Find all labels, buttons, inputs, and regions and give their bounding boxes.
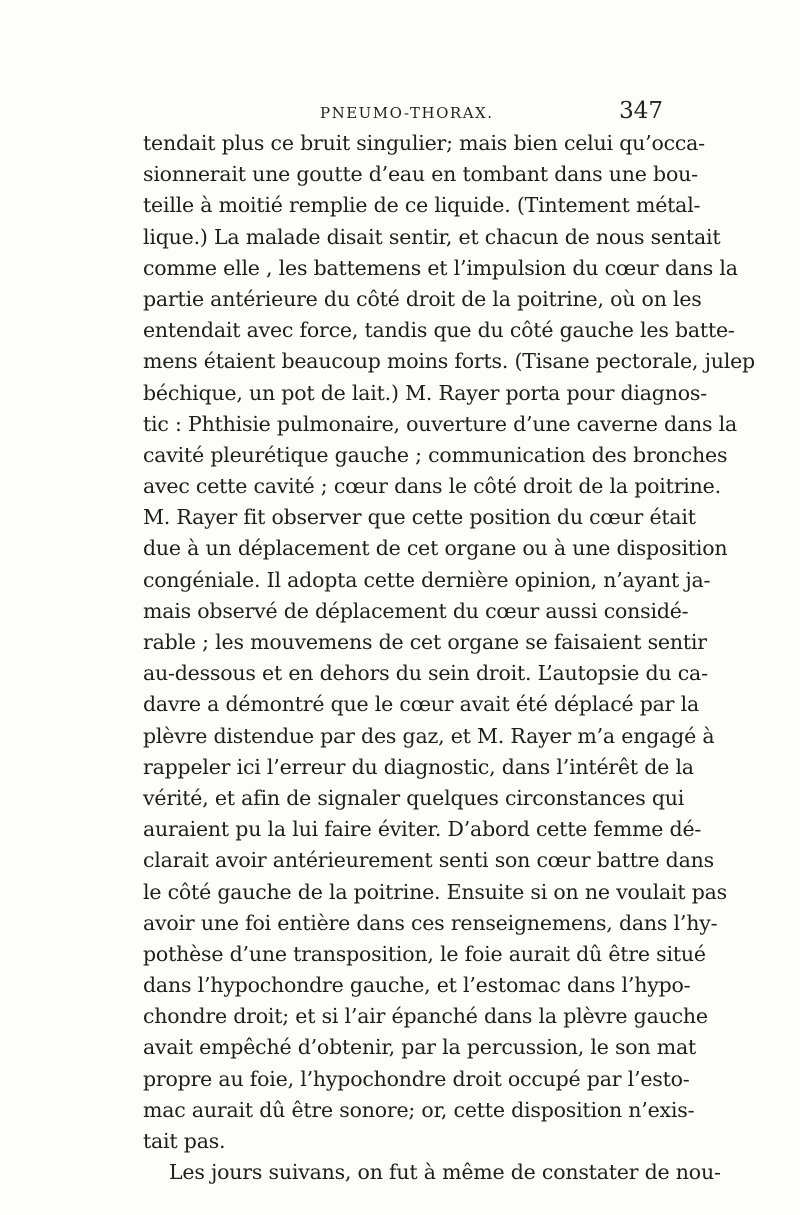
text-line: mac aurait dû être sonore; or, cette disposition n’exis- (143, 1097, 695, 1122)
text-line: sionnerait une goutte d’eau en tombant dans une bou- (143, 162, 698, 187)
text-line: plèvre distendue par des gaz, et M. Rayer m’a engagé à (143, 723, 715, 748)
text-line: rable ; les mouvemens de cet organe se faisaient sentir (143, 630, 707, 654)
text-line: auraient pu la lui faire éviter. D’abord cette femme dé- (143, 817, 702, 842)
running-head: PNEUMO-THORAX. (320, 104, 494, 122)
text-line: M. Rayer fit observer que cette position du cœur était (143, 505, 696, 530)
text-line: le côté gauche de la poitrine. Ensuite si on ne voulait pas (143, 879, 727, 904)
text-line: clarait avoir antérieurement senti son cœur battre dans (143, 848, 714, 873)
body-text (143, 128, 755, 1188)
page-header (143, 98, 663, 130)
text-line: avoir une foi entière dans ces renseignemens, dans l’hy- (143, 910, 718, 935)
text-line: tait pas. (143, 1129, 226, 1153)
text-line: comme elle , les battemens et l’impulsion du cœur dans la (143, 255, 738, 280)
text-line: avait empêché d’obtenir, par la percussion, le son mat (143, 1035, 697, 1060)
page-number: 347 (619, 98, 663, 124)
text-line: cavité pleurétique gauche ; communication des bronches (143, 442, 728, 467)
text-line: avec cette cavité ; cœur dans le côté droit de la poitrine. (143, 474, 721, 499)
text-line: tic : Phthisie pulmonaire, ouverture d’une caverne dans la (143, 411, 738, 436)
text-line: Les jours suivans, on fut à même de constater de nou- (169, 1160, 721, 1185)
text-line: mens étaient beaucoup moins forts. (Tisane pectorale, julep (143, 349, 755, 374)
text-line: mais observé de déplacement du cœur aussi considé- (143, 598, 689, 623)
text-line: dans l’hypochondre gauche, et l’estomac dans l’hypo- (143, 973, 691, 998)
text-line: teille à moitié remplie de ce liquide. (Tintement métal- (143, 193, 701, 218)
text-line: tendait plus ce bruit singulier; mais bien celui qu’occa- (143, 131, 705, 155)
text-line: due à un déplacement de cet organe ou à une disposition (143, 536, 728, 561)
text-line: vérité, et afin de signaler quelques circonstances qui (143, 785, 685, 810)
text-line: lique.) La malade disait sentir, et chacun de nous sentait (143, 224, 721, 249)
text-line: au-dessous et en dehors du sein droit. L’autopsie du ca- (143, 661, 708, 686)
text-line: davre a démontré que le cœur avait été déplacé par la (143, 692, 699, 717)
text-line: congéniale. Il adopta cette dernière opinion, n’ayant ja- (143, 567, 711, 592)
text-line: partie antérieure du côté droit de la poitrine, où on les (143, 286, 702, 311)
text-line: rappeler ici l’erreur du diagnostic, dans l’intérêt de la (143, 754, 694, 779)
text-line: pothèse d’une transposition, le foie aurait dû être situé (143, 941, 706, 966)
text-line: chondre droit; et si l’air épanché dans la plèvre gauche (143, 1004, 708, 1029)
text-line: entendait avec force, tandis que du côté gauche les batte- (143, 318, 735, 343)
text-line: béchique, un pot de lait.) M. Rayer porta pour diagnos- (143, 380, 707, 405)
text-line: propre au foie, l’hypochondre droit occupé par l’esto- (143, 1066, 690, 1091)
